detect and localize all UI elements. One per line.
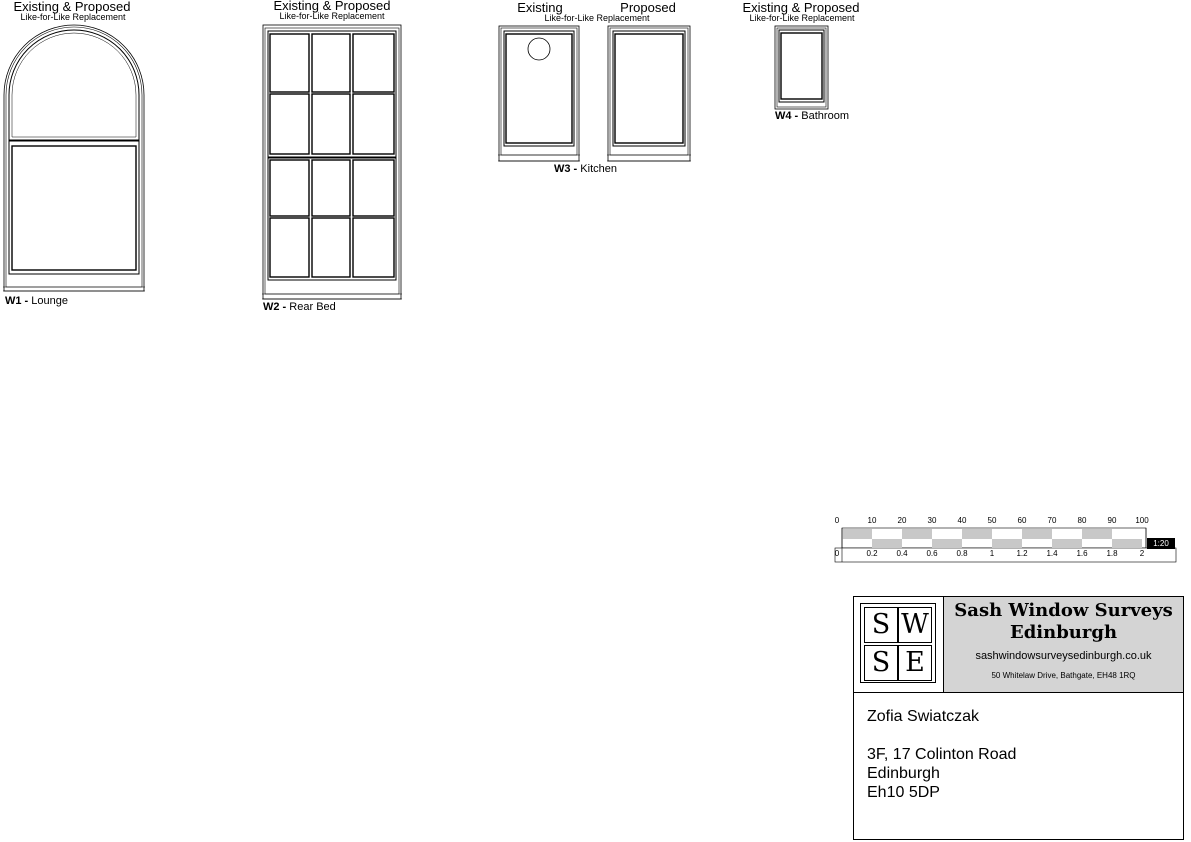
title-block [853,596,1184,840]
scale-bar [835,528,1176,562]
w3-proposed-drawing [607,26,691,161]
scale-top-tick-label: 70 [1047,516,1057,525]
w2-sep: - [279,301,287,313]
w3-existing-drawing [498,26,580,161]
w1-id: W1 [5,295,22,307]
company-header [944,597,1183,693]
company-logo [854,597,944,693]
logo-frame [860,603,936,683]
scale-top-tick-label: 50 [987,516,997,525]
w1-room: Lounge [31,295,69,307]
scale-top-tick-label: 90 [1107,516,1117,525]
company-name-line2: Edinburgh [1009,622,1118,643]
logo-letter-s2: S [864,645,898,681]
scale-bottom-tick-label: 1.2 [1016,549,1028,558]
client-name: Zofia Swiatczak [867,708,980,725]
w3-header-proposed: Proposed [620,0,676,15]
scale-bottom-tick-label: 1.8 [1106,549,1118,558]
w4-subheader: Like-for-Like Replacement [749,13,855,23]
w4-room: Bathroom [801,110,849,122]
client-address-line1: 3F, 17 Colinton Road [867,746,1017,763]
company-name-line1: Sash Window Surveys [954,600,1173,621]
w2-drawing [262,25,402,299]
w3-room: Kitchen [580,163,617,175]
w4-drawing [775,26,828,109]
w1-drawing [3,25,145,291]
logo-letter-e: E [898,645,932,681]
scale-top-tick-label: 100 [1135,516,1149,525]
scale-top-tick-label: 0 [834,516,840,525]
client-details [867,707,1016,802]
scale-top-tick-label: 30 [927,516,937,525]
logo-letter-w: W [898,607,932,643]
scale-top-tick-label: 20 [897,516,907,525]
scale-bottom-tick-label: 0.4 [896,549,908,558]
w4-id: W4 [775,110,792,122]
logo-letter-s1: S [864,607,898,643]
scale-bottom-tick-label: 0.2 [866,549,878,558]
scale-top-tick-label: 40 [957,516,967,525]
w1-sep: - [21,295,29,307]
w3-sep: - [570,163,578,175]
w3-caption [554,164,617,175]
client-address-line2: Edinburgh [867,765,940,782]
w3-header-existing: Existing [517,0,563,15]
scale-bottom-tick-label: 0.8 [956,549,968,558]
company-website: sashwindowsurveysedinburgh.co.uk [975,650,1152,662]
scale-bottom-tick-label: 0.6 [926,549,938,558]
w1-subheader: Like-for-Like Replacement [20,12,126,22]
scale-bottom-tick-label: 1.6 [1076,549,1088,558]
scale-bottom-tick-label: 1.4 [1046,549,1058,558]
scale-top-tick-label: 60 [1017,516,1027,525]
scale-top-tick-label: 80 [1077,516,1087,525]
scale-bottom-tick-label: 2 [1139,549,1145,558]
company-name [944,600,1183,644]
w2-subheader: Like-for-Like Replacement [279,11,385,21]
w2-caption [263,302,336,313]
scale-bottom-tick-label: 1 [989,549,995,558]
scale-top-tick-label: 10 [867,516,877,525]
w2-room: Rear Bed [289,301,336,313]
w3-subheader: Like-for-Like Replacement [544,13,650,23]
w2-id: W2 [263,301,280,313]
w4-caption [775,111,849,122]
w3-id: W3 [554,163,571,175]
w1-header: Existing & Proposed [13,0,131,14]
w1-caption [5,296,68,307]
scale-ratio-label: 1:20 [1147,538,1175,549]
client-address-line3: Eh10 5DP [867,784,940,801]
w2-header: Existing & Proposed [273,0,391,13]
scale-bottom-tick-label: 0 [834,549,840,558]
w4-sep: - [791,110,799,122]
company-address: 50 Whitelaw Drive, Bathgate, EH48 1RQ [991,671,1136,680]
w4-header: Existing & Proposed [742,0,860,15]
